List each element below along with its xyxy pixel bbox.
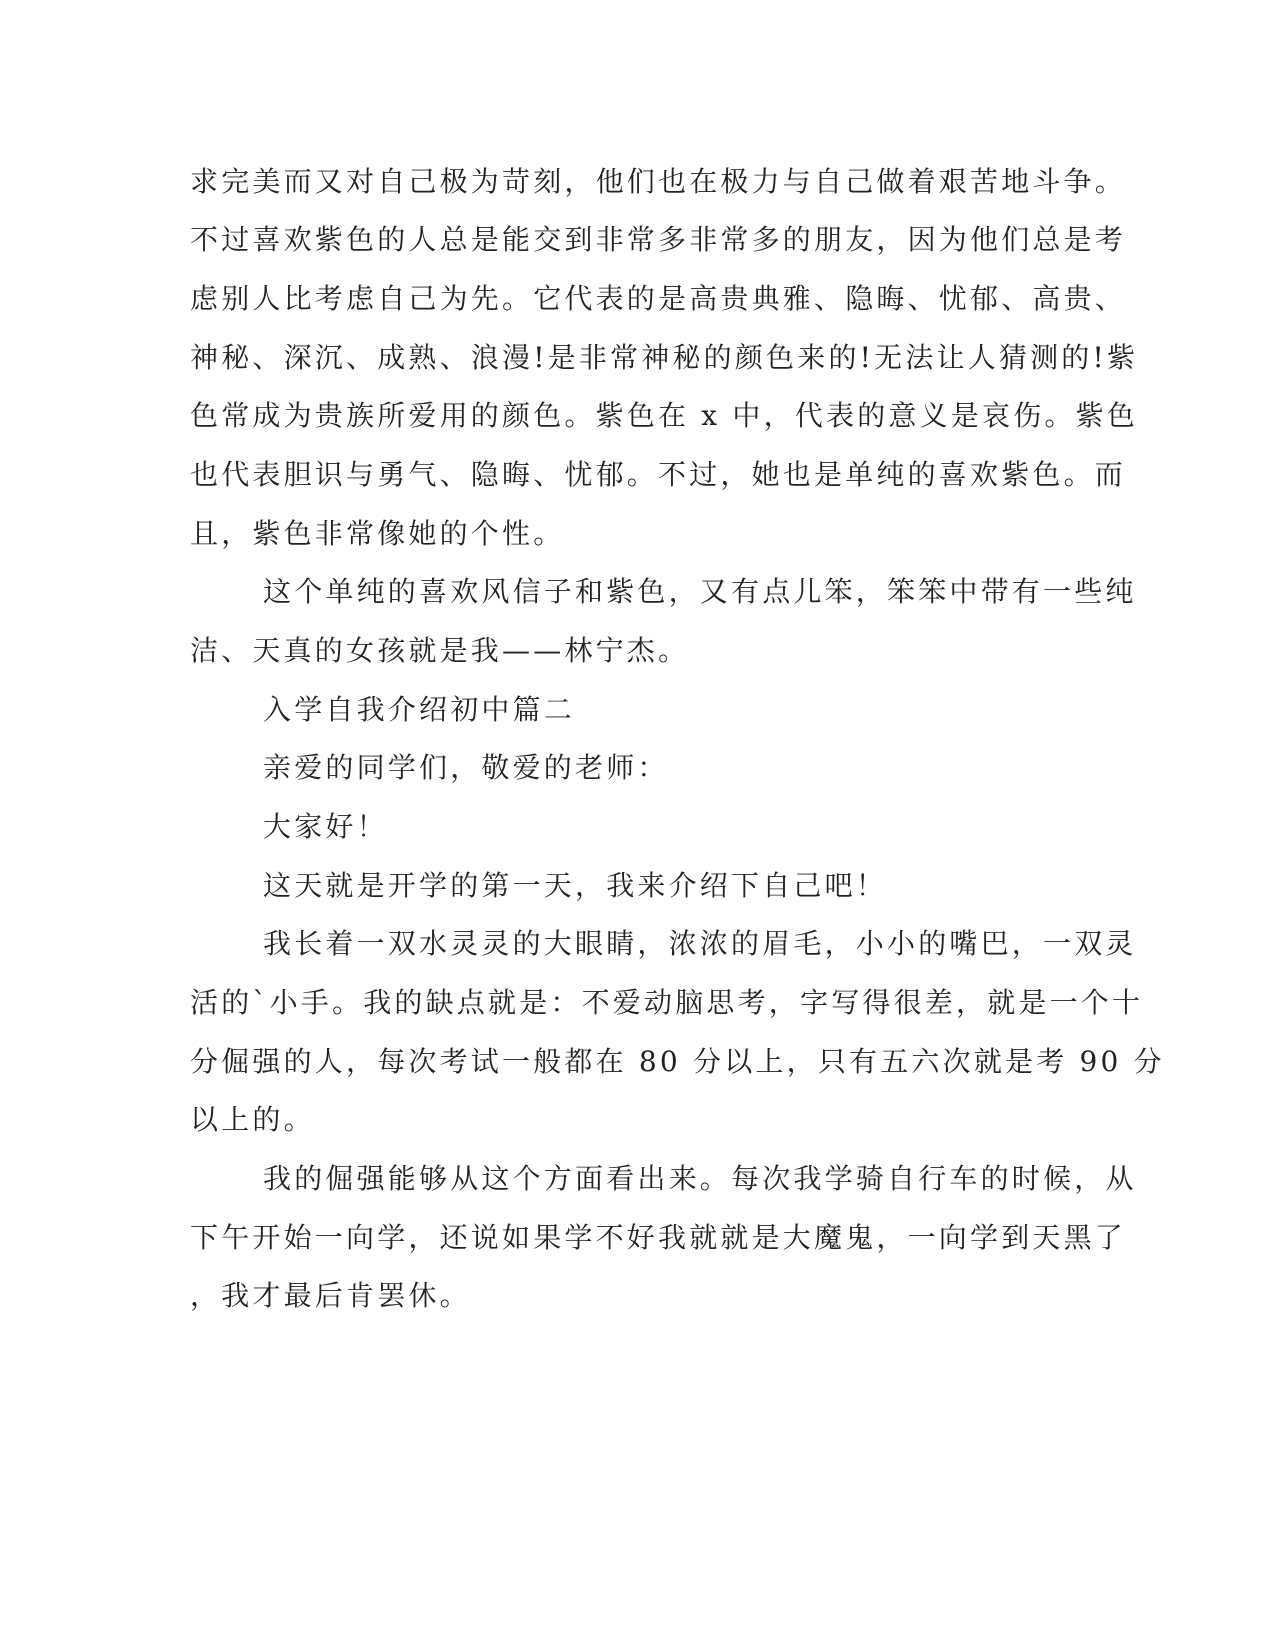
- paragraph-line: 且，紫色非常像她的个性。: [190, 517, 565, 550]
- paragraph-line: 这个单纯的喜欢风信子和紫色，又有点儿笨，笨笨中带有一些纯: [263, 575, 1137, 608]
- paragraph-line: 下午开始一向学，还说如果学不好我就就是大魔鬼，一向学到天黑了: [190, 1221, 1127, 1254]
- paragraph-line: 以上的。: [190, 1103, 315, 1136]
- paragraph-line: 色常成为贵族所爱用的颜色。紫色在 x 中，代表的意义是哀伤。紫色: [190, 399, 1138, 432]
- paragraph-line: 洁、天真的女孩就是我——林宁杰。: [190, 634, 690, 667]
- paragraph-line: ，我才最后肯罢休。: [190, 1279, 471, 1312]
- paragraph-line: 我长着一双水灵灵的大眼睛，浓浓的眉毛，小小的嘴巴，一双灵: [263, 927, 1137, 960]
- greeting: 大家好！: [263, 810, 388, 843]
- paragraph-line: 虑别人比考虑自己为先。它代表的是高贵典雅、隐晦、忧郁、高贵、: [190, 282, 1127, 315]
- paragraph-line: 神秘、深沉、成熟、浪漫!是非常神秘的颜色来的!无法让人猜测的!紫: [190, 341, 1139, 374]
- paragraph-line: 不过喜欢紫色的人总是能交到非常多非常多的朋友，因为他们总是考: [190, 223, 1127, 256]
- paragraph-line: 这天就是开学的第一天，我来介绍下自己吧！: [263, 869, 888, 902]
- salutation: 亲爱的同学们，敬爱的老师：: [263, 751, 669, 784]
- paragraph-line: 分倔强的人，每次考试一般都在 80 分以上，只有五六次就是考 90 分: [190, 1045, 1165, 1078]
- section-heading: 入学自我介绍初中篇二: [263, 693, 576, 726]
- paragraph-line: 我的倔强能够从这个方面看出来。每次我学骑自行车的时候，从: [263, 1162, 1137, 1195]
- paragraph-line: 也代表胆识与勇气、隐晦、忧郁。不过，她也是单纯的喜欢紫色。而: [190, 458, 1127, 491]
- paragraph-line: 活的`小手。我的缺点就是：不爱动脑思考，字写得很差，就是一个十: [190, 986, 1144, 1019]
- paragraph-line: 求完美而又对自己极为苛刻，他们也在极力与自己做着艰苦地斗争。: [190, 165, 1127, 198]
